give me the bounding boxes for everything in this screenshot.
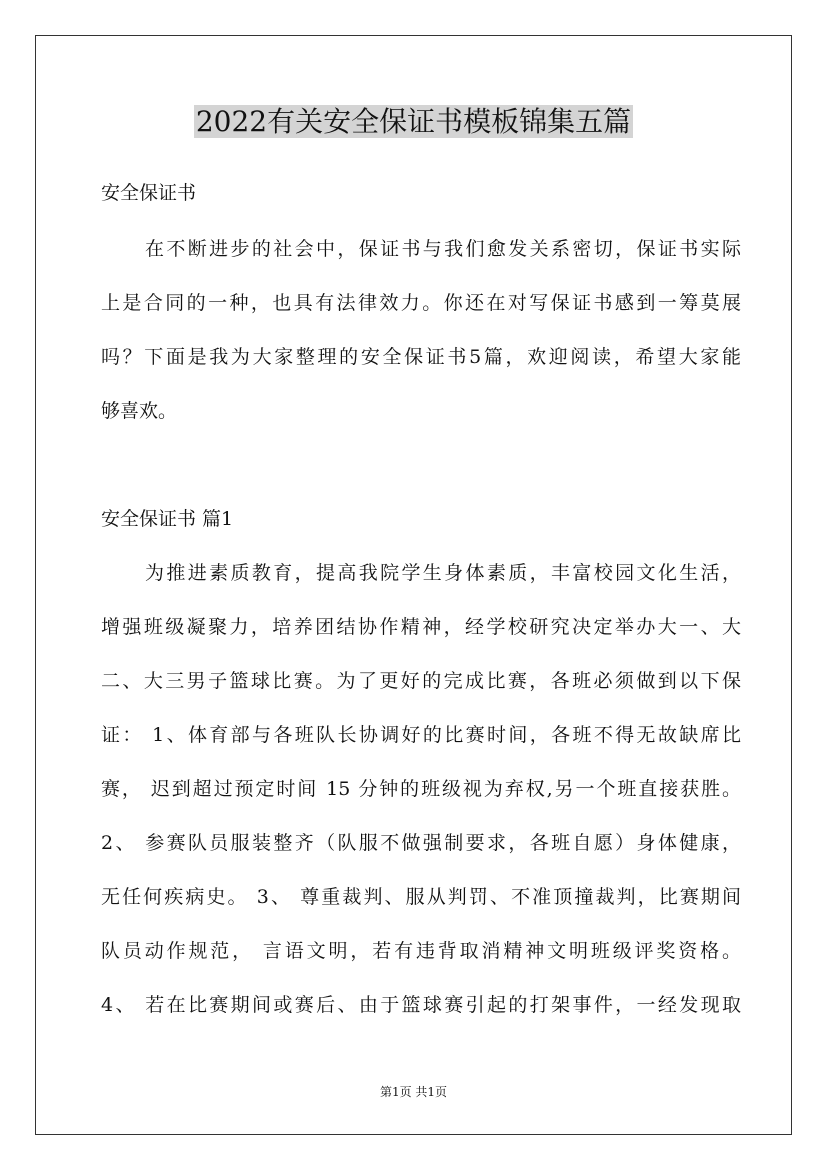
paragraph-line: 上是合同的一种，也具有法律效力。你还在对写保证书感到一筹莫展 xyxy=(101,292,741,314)
paragraph-line: 无任何疾病史。 3、 尊重裁判、服从判罚、不准顶撞裁判，比赛期间 xyxy=(101,886,741,908)
paragraph-line: 2、 参赛队员服装整齐（队服不做强制要求，各班自愿）身体健康， xyxy=(101,832,741,854)
paragraph-line: 吗？下面是我为大家整理的安全保证书5篇，欢迎阅读，希望大家能 xyxy=(101,346,741,368)
paragraph-line: 够喜欢。 xyxy=(101,400,178,422)
document-title-text: 2022有关安全保证书模板锦集五篇 xyxy=(195,105,632,138)
document-title xyxy=(0,98,827,146)
page-footer: 第1页 共1页 xyxy=(379,1085,448,1099)
paragraph-line: 二、大三男子篮球比赛。为了更好的完成比赛，各班必须做到以下保 xyxy=(101,670,741,692)
paragraph-line: 4、 若在比赛期间或赛后、由于篮球赛引起的打架事件，一经发现取 xyxy=(101,994,741,1016)
paragraph-line: 队员动作规范， 言语文明，若有违背取消精神文明班级评奖资格。 xyxy=(101,940,741,962)
paragraph-line: 在不断进步的社会中，保证书与我们愈发关系密切，保证书实际 xyxy=(145,238,741,260)
paragraph-line: 为推进素质教育，提高我院学生身体素质，丰富校园文化生活， xyxy=(145,562,741,584)
section-heading: 安全保证书 xyxy=(101,182,197,204)
paragraph-line: 赛， 迟到超过预定时间 15 分钟的班级视为弃权,另一个班直接获胜。 xyxy=(101,778,741,800)
section-heading: 安全保证书 篇1 xyxy=(101,508,234,530)
paragraph-line: 增强班级凝聚力，培养团结协作精神，经学校研究决定举办大一、大 xyxy=(101,616,741,638)
paragraph-line: 证： 1、体育部与各班队长协调好的比赛时间，各班不得无故缺席比 xyxy=(101,724,741,746)
